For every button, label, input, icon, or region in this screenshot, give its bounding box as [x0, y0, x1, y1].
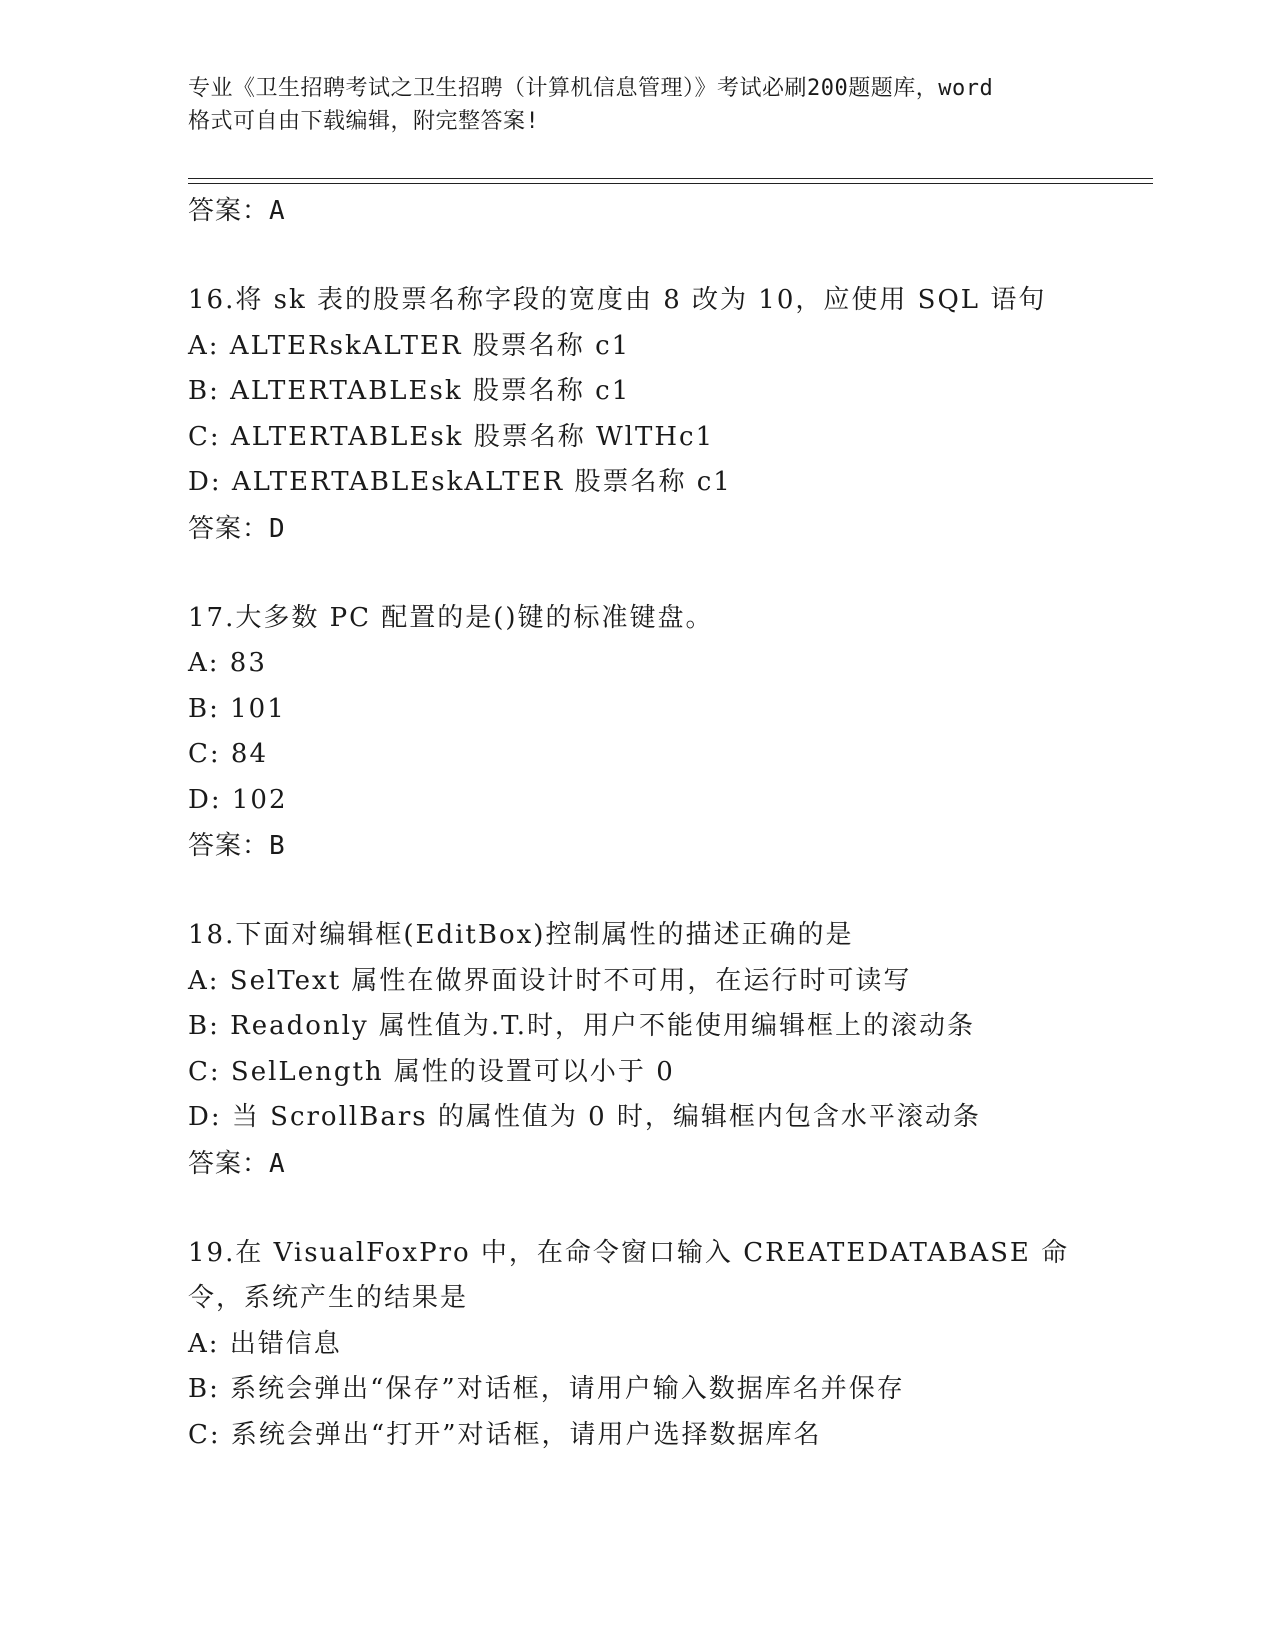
- option-a: A: SelText 属性在做界面设计时不可用，在运行时可读写: [188, 965, 912, 996]
- option-a: A: 出错信息: [188, 1328, 342, 1359]
- question-19: [188, 1231, 1148, 1459]
- option-d: D: 102: [188, 784, 288, 815]
- option-b: B: 系统会弹出“保存”对话框，请用户输入数据库名并保存: [188, 1374, 905, 1404]
- option-a: A: ALTERskALTER 股票名称 c1: [188, 330, 631, 361]
- question-17: [188, 596, 1148, 870]
- option-b: B: ALTERTABLEsk 股票名称 c1: [188, 376, 631, 406]
- question-stem: 17.大多数 PC 配置的是()键的标准键盘。: [188, 602, 714, 633]
- option-b: B: 101: [188, 693, 286, 724]
- answer-line: 答案：A: [188, 196, 286, 226]
- header-divider-top: [188, 178, 1153, 179]
- header-divider-bottom: [188, 183, 1153, 184]
- question-16: [188, 278, 1148, 552]
- question-stem: 16.将 sk 表的股票名称字段的宽度由 8 改为 10，应使用 SQL 语句: [188, 285, 1047, 315]
- option-c: C: 84: [188, 739, 269, 769]
- header-line-2: 格式可自由下载编辑，附完整答案!: [188, 109, 540, 134]
- question-18: [188, 913, 1148, 1187]
- header-line-1: 专业《卫生招聘考试之卫生招聘（计算机信息管理）》考试必刷200题题库，word: [188, 76, 994, 101]
- question-list: [188, 188, 1148, 1458]
- answer-line: 答案：A: [188, 1148, 286, 1179]
- option-c: C: SelLength 属性的设置可以小于 0: [188, 1056, 675, 1087]
- document-header: [188, 72, 1088, 138]
- option-d: D: ALTERTABLEskALTER 股票名称 c1: [188, 467, 732, 497]
- answer-line: 答案：D: [188, 513, 286, 544]
- question-stem: 18.下面对编辑框(EditBox)控制属性的描述正确的是: [188, 920, 854, 950]
- option-c: C: 系统会弹出“打开”对话框，请用户选择数据库名: [188, 1419, 822, 1450]
- option-b: B: Readonly 属性值为.T.时，用户不能使用编辑框上的滚动条: [188, 1011, 975, 1041]
- option-a: A: 83: [188, 648, 267, 678]
- question-stem: 19.在 VisualFoxPro 中，在命令窗口输入 CREATEDATABASE 命令，系统产生的结果是: [188, 1237, 1070, 1313]
- option-c: C: ALTERTABLEsk 股票名称 WlTHc1: [188, 421, 715, 452]
- answer-line: 答案：B: [188, 831, 286, 861]
- option-d: D: 当 ScrollBars 的属性值为 0 时，编辑框内包含水平滚动条: [188, 1102, 981, 1132]
